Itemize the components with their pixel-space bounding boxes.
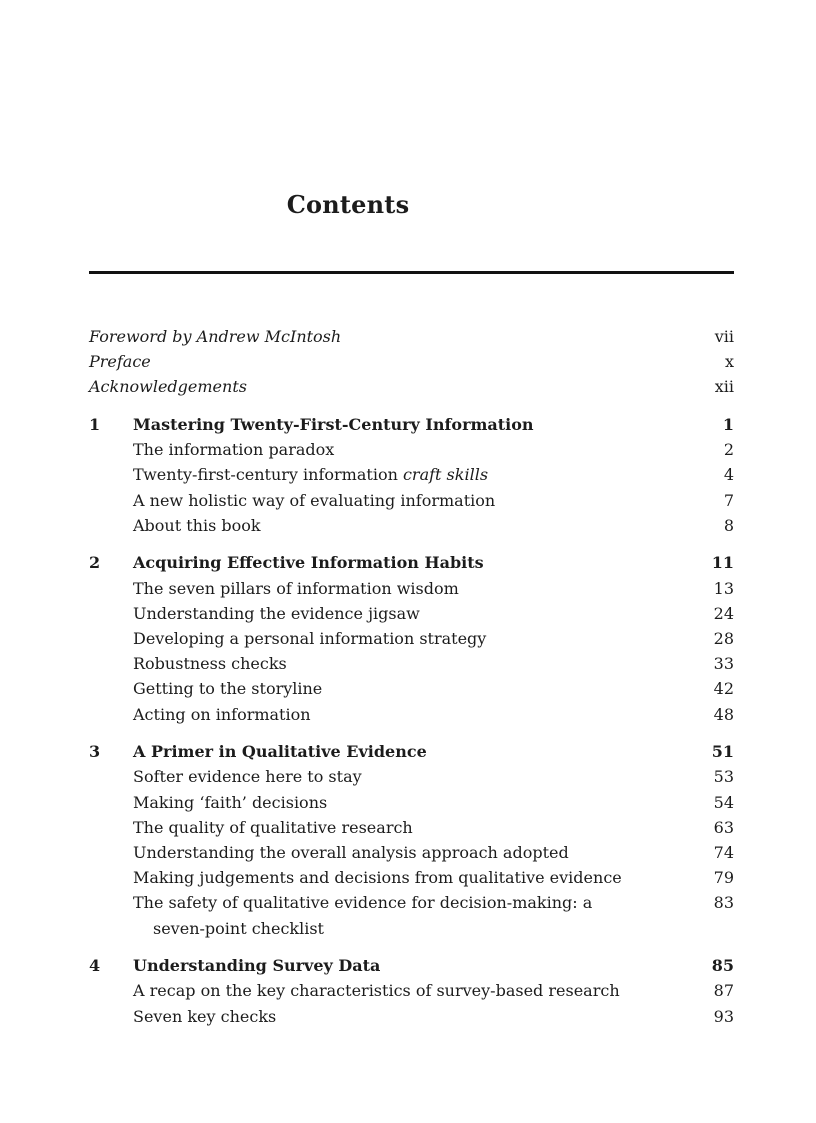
section-title: Making judgements and decisions from qualitative evidence (133, 868, 622, 888)
section-page: 93 (713, 1006, 734, 1026)
front-matter (89, 324, 734, 400)
page-title: Contents (286, 190, 410, 219)
section-title: A new holistic way of evaluating information (133, 490, 496, 510)
section-entry[interactable] (89, 576, 734, 601)
section-page: 54 (713, 792, 734, 812)
section-page: 48 (713, 704, 734, 724)
section-title-continuation: seven-point checklist (153, 918, 324, 938)
table-of-contents (89, 324, 734, 1029)
section-page: 13 (713, 578, 734, 598)
section-page: 2 (723, 440, 734, 460)
section-title: Twenty-first-century information (133, 465, 403, 485)
chapter-heading[interactable] (89, 412, 734, 437)
chapter-number: 2 (89, 553, 101, 573)
section-title: Developing a personal information strategy (133, 629, 487, 649)
chapter-title: Mastering Twenty-First-Century Information (133, 415, 534, 434)
section-entry[interactable] (89, 488, 734, 513)
chapter-block (89, 953, 734, 1029)
chapter-page: 85 (711, 956, 734, 976)
chapter-number: 1 (89, 415, 101, 434)
section-title: Acting on information (133, 704, 311, 724)
section-title: Getting to the storyline (133, 679, 323, 699)
section-title: The safety of qualitative evidence for decision-making: a (133, 893, 593, 913)
chapter-page: 1 (722, 415, 734, 434)
section-title: Softer evidence here to stay (133, 767, 362, 787)
chapter-block (89, 739, 734, 941)
section-title: A recap on the key characteristics of survey-based research (133, 981, 620, 1001)
section-title: Seven key checks (133, 1006, 277, 1026)
section-title: About this book (133, 515, 261, 535)
section-entry[interactable] (89, 1004, 734, 1029)
entry-page: x (724, 352, 734, 372)
section-title: The seven pillars of information wisdom (133, 578, 459, 598)
section-entry[interactable] (89, 890, 734, 940)
chapter-heading[interactable] (89, 953, 734, 978)
toc-entry[interactable] (89, 324, 734, 349)
section-page: 83 (713, 893, 734, 913)
section-entry[interactable] (89, 601, 734, 626)
section-page: 53 (713, 767, 734, 787)
toc-entry[interactable] (89, 374, 734, 399)
section-page: 28 (713, 629, 734, 649)
entry-page: vii (714, 327, 734, 346)
chapter-heading[interactable] (89, 550, 734, 575)
section-page: 63 (713, 817, 734, 837)
entry-page: xii (714, 377, 734, 397)
section-page: 24 (713, 603, 734, 623)
section-page: 8 (723, 515, 734, 535)
section-entry[interactable] (89, 676, 734, 701)
section-title-emphasis: craft skills (402, 465, 489, 485)
section-title: Understanding the overall analysis approach adopted (133, 843, 569, 863)
entry-title: Foreword by Andrew McIntosh (89, 327, 342, 346)
section-entry[interactable] (89, 462, 734, 487)
chapter-number: 4 (89, 956, 101, 976)
chapter-number: 3 (89, 742, 101, 762)
section-entry[interactable] (89, 815, 734, 840)
section-entry[interactable] (89, 651, 734, 676)
chapter-block (89, 412, 734, 538)
section-entry[interactable] (89, 702, 734, 727)
section-title: Understanding the evidence jigsaw (133, 603, 420, 623)
toc-entry[interactable] (89, 349, 734, 374)
entry-title: Acknowledgements (89, 377, 247, 397)
section-entry[interactable] (89, 790, 734, 815)
chapter-title: A Primer in Qualitative Evidence (133, 742, 427, 762)
section-title: Making ‘faith’ decisions (133, 792, 328, 812)
chapter-heading[interactable] (89, 739, 734, 764)
section-page: 7 (723, 490, 734, 510)
section-page: 79 (713, 868, 734, 888)
title-rule (89, 271, 734, 274)
chapter-title: Acquiring Effective Information Habits (133, 553, 484, 573)
section-entry[interactable] (89, 840, 734, 865)
chapter-page: 51 (711, 742, 734, 762)
entry-title: Preface (89, 352, 151, 372)
section-page: 74 (713, 843, 734, 863)
section-title: The quality of qualitative research (133, 817, 413, 837)
section-entry[interactable] (89, 626, 734, 651)
chapter-block (89, 550, 734, 726)
chapter-page: 11 (711, 553, 734, 573)
chapter-title: Understanding Survey Data (133, 956, 381, 976)
section-entry[interactable] (89, 437, 734, 462)
section-entry[interactable] (89, 865, 734, 890)
section-entry[interactable] (89, 513, 734, 538)
section-entry[interactable] (89, 764, 734, 789)
section-title: The information paradox (133, 440, 335, 460)
section-page: 42 (713, 679, 734, 699)
section-page: 33 (713, 654, 734, 674)
section-title: Robustness checks (133, 654, 287, 674)
section-page: 87 (713, 981, 734, 1001)
section-page: 4 (723, 465, 734, 485)
section-entry[interactable] (89, 978, 734, 1003)
